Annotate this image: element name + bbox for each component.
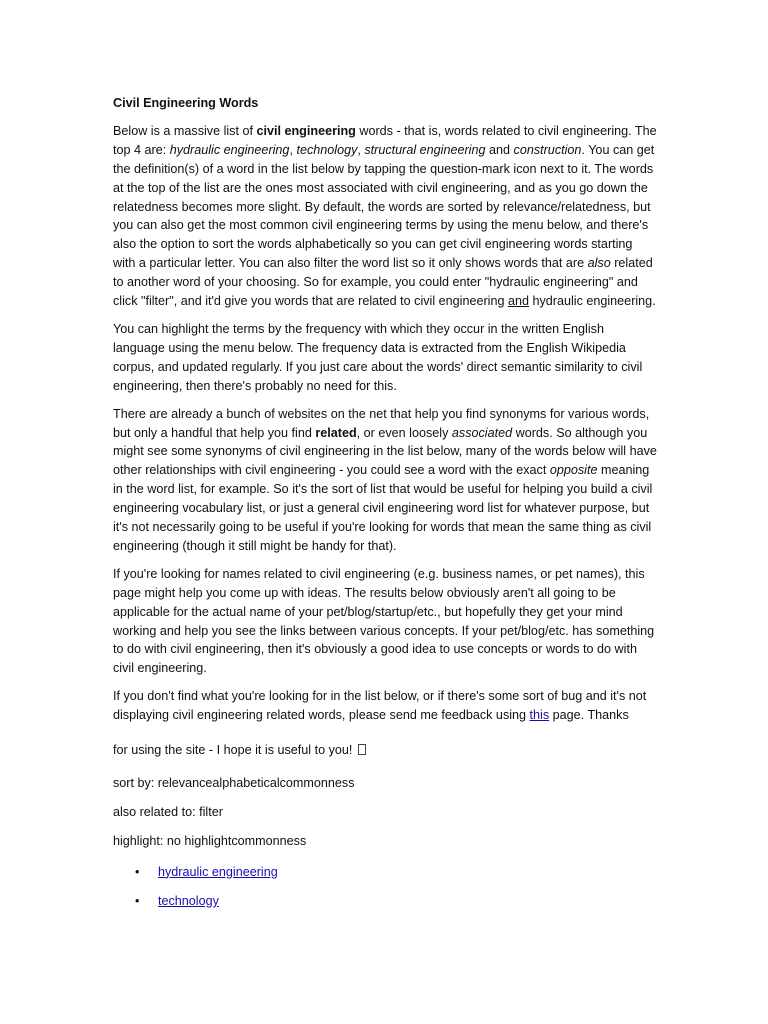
top-word-4: construction [513, 142, 582, 157]
sort-option-commonness[interactable]: commonness [279, 776, 355, 790]
bullet-dot-icon: • [135, 864, 140, 879]
top-word-1: hydraulic engineering [169, 142, 290, 157]
filter-control: also related to: filter [113, 804, 223, 819]
emphasis-civil-engineering: civil engineering [256, 123, 356, 138]
top-word-3: structural engineering [364, 142, 486, 157]
emphasis-and: and [507, 294, 529, 309]
emphasis-also: also [587, 256, 611, 271]
sort-control: sort by: relevancealphabeticalcommonness [113, 776, 355, 790]
sort-option-relevance[interactable]: relevance [157, 776, 213, 790]
feedback-paragraph: If you don't find what you're looking for in the list below, or if there's some sort of bug and it's not displaying civil engineering related words, please send me feedback using this page. Thanks [113, 689, 647, 723]
feedback-link[interactable]: this [529, 708, 550, 723]
thanks-line: for using the site - I hope it is useful to you! [113, 741, 658, 760]
highlight-paragraph: You can highlight the terms by the frequency with which they occur in the written English language using the menu below. The frequency data is extracted from the English Wikipedia corpus, and updated regularly. If you just care about the words' direct semantic similarity to civil engineering, then there's probably no need for this. [113, 321, 643, 393]
related-words-paragraph: There are already a bunch of websites on the net that help you find synonyms for various words, but only a handful that help you find related, or even loosely associated words. So although you might see some synonyms of civil engineering in the list below, many of the words below will have other relationships with civil engineering - you could see a word with the exact opposite meaning in the word list, for example. So it's the sort of list that would be useful for helping you build a civil engineering vocabulary list, or just a general civil engineering word list for whatever purpose, but it's not necessarily going to be useful if you're looking for words that mean the same thing as civil engineering (though it still might be handy for that). [113, 406, 657, 553]
bullet-dot-icon: • [135, 893, 140, 908]
highlight-option-none[interactable]: no highlight [166, 833, 232, 848]
list-item [135, 892, 658, 911]
highlight-option-commonness[interactable]: commonness [231, 833, 307, 848]
word-link[interactable]: hydraulic engineering [158, 864, 278, 879]
intro-paragraph: Below is a massive list of civil engineering words - that is, words related to civil engineering. The top 4 are: hydraulic engineering, technology, structural engineering and construction. You can get the definition(s) of a word in the list below by tapping the question-mark icon next to it. The words at the top of the list are the ones most associated with civil engineering, and as you go down the relatedness becomes more slight. By default, the words are sorted by relevance/relatedness, but you can also get the most common civil engineering terms by using the menu below, and there's also the option to sort the words alphabetically so you can get civil engineering words starting with a particular letter. You can also filter the word list so it only shows words that are also related to another word of your choosing. So for example, you could enter "hydraulic engineering" and click "filter", and it'd give you words that are related to civil engineering and hydraulic engineering. [113, 123, 657, 309]
highlight-control: highlight: no highlightcommonness [113, 833, 307, 848]
emphasis-opposite: opposite [549, 463, 598, 478]
names-paragraph: If you're looking for names related to civil engineering (e.g. business names, or pet names), this page might help you come up with ideas. The results below obviously aren't all going to be applicable for the actual name of your pet/blog/startup/etc., but hopefully they get your mind working and help you see the links between various concepts. If your pet/blog/etc. has something to do with civil engineering, then it's obviously a good idea to use concepts or words to do with civil engineering. [113, 566, 655, 676]
sort-option-alphabetical[interactable]: alphabetical [212, 776, 280, 790]
word-link[interactable]: technology [158, 893, 219, 908]
list-item [135, 863, 658, 882]
word-list [113, 863, 658, 911]
emphasis-associated: associated [451, 425, 513, 440]
emphasis-related: related [315, 425, 357, 440]
top-word-2: technology [296, 142, 358, 157]
filter-button[interactable]: filter [199, 804, 223, 819]
page-title: Civil Engineering Words [113, 96, 259, 110]
missing-glyph-icon [358, 744, 366, 755]
